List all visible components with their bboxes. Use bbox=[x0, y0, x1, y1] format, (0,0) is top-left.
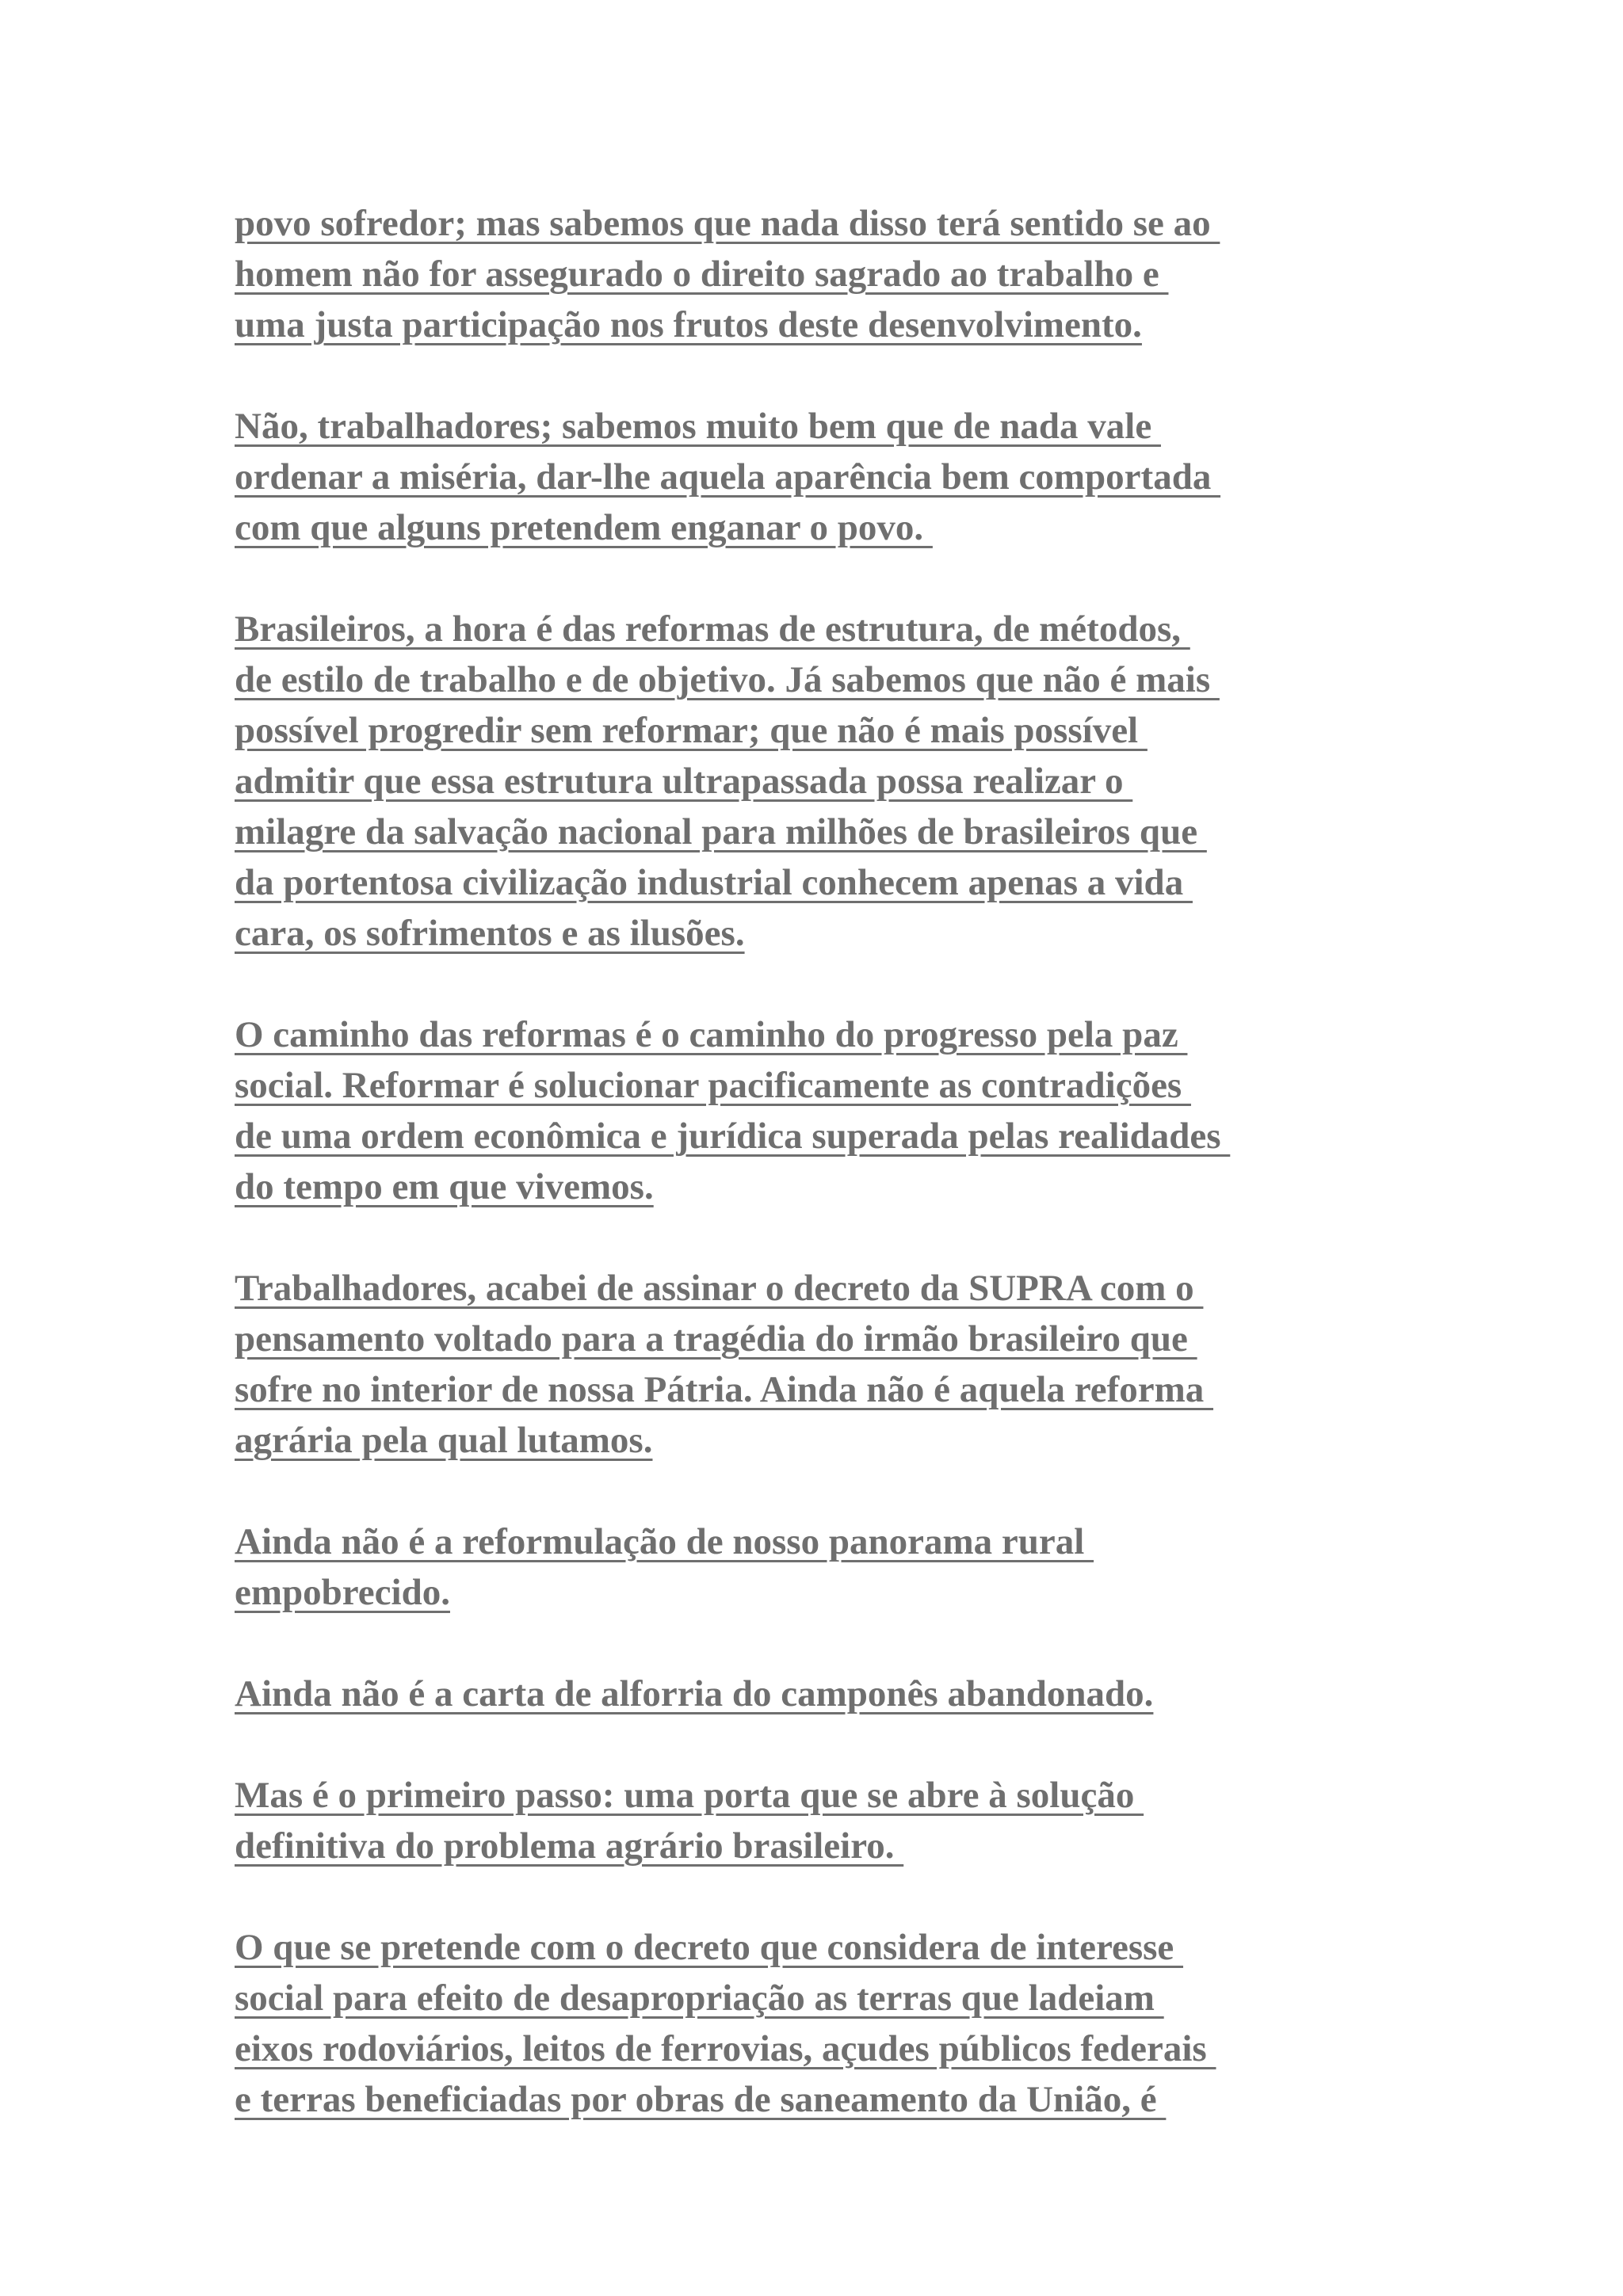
text-line: eixos rodoviários, leitos de ferrovias, açudes públicos federais bbox=[235, 2028, 1216, 2069]
text-line: agrária pela qual lutamos. bbox=[235, 1420, 653, 1461]
text-line: possível progredir sem reformar; que não é mais possível bbox=[235, 710, 1148, 751]
text-line: O caminho das reformas é o caminho do progresso pela paz bbox=[235, 1014, 1188, 1055]
text-line: empobrecido. bbox=[235, 1572, 450, 1613]
paragraph bbox=[235, 1770, 1423, 1871]
paragraph bbox=[235, 1669, 1423, 1719]
text-line: admitir que essa estrutura ultrapassada possa realizar o bbox=[235, 761, 1133, 802]
text-line: Ainda não é a carta de alforria do camponês abandonado. bbox=[235, 1673, 1154, 1714]
text-line: Brasileiros, a hora é das reformas de estrutura, de métodos, bbox=[235, 608, 1190, 650]
text-line: Não, trabalhadores; sabemos muito bem que de nada vale bbox=[235, 406, 1161, 447]
text-line: homem não for assegurado o direito sagrado ao trabalho e bbox=[235, 254, 1169, 295]
text-line: ordenar a miséria, dar-lhe aquela aparência bem comportada bbox=[235, 456, 1221, 498]
text-line: Mas é o primeiro passo: uma porta que se abre à solução bbox=[235, 1775, 1144, 1816]
text-line: da portentosa civilização industrial conhecem apenas a vida bbox=[235, 862, 1193, 903]
text-line: povo sofredor; mas sabemos que nada disso terá sentido se ao bbox=[235, 203, 1220, 244]
text-line: e terras beneficiadas por obras de saneamento da União, é bbox=[235, 2079, 1167, 2120]
text-line: uma justa participação nos frutos deste desenvolvimento. bbox=[235, 304, 1142, 345]
paragraph bbox=[235, 604, 1423, 959]
paragraph bbox=[235, 1516, 1423, 1618]
text-line: cara, os sofrimentos e as ilusões. bbox=[235, 913, 745, 954]
text-line: pensamento voltado para a tragédia do irmão brasileiro que bbox=[235, 1318, 1197, 1360]
paragraph bbox=[235, 1009, 1423, 1212]
text-line: sofre no interior de nossa Pátria. Ainda não é aquela reforma bbox=[235, 1369, 1214, 1410]
text-line: milagre da salvação nacional para milhões de brasileiros que bbox=[235, 811, 1207, 852]
text-line: social. Reformar é solucionar pacificamente as contradições bbox=[235, 1065, 1191, 1106]
text-line: social para efeito de desapropriação as terras que ladeiam bbox=[235, 1978, 1164, 2019]
text-line: Ainda não é a reformulação de nosso panorama rural bbox=[235, 1521, 1094, 1562]
text-line: Trabalhadores, acabei de assinar o decreto da SUPRA com o bbox=[235, 1268, 1204, 1309]
document-body bbox=[235, 198, 1423, 2176]
text-line: de uma ordem econômica e jurídica superada pelas realidades bbox=[235, 1116, 1231, 1157]
text-line: definitiva do problema agrário brasileiro. bbox=[235, 1825, 904, 1867]
paragraph bbox=[235, 401, 1423, 553]
text-line: do tempo em que vivemos. bbox=[235, 1166, 654, 1207]
text-line: de estilo de trabalho e de objetivo. Já sabemos que não é mais bbox=[235, 659, 1220, 700]
text-line: com que alguns pretendem enganar o povo. bbox=[235, 507, 933, 548]
paragraph bbox=[235, 198, 1423, 350]
paragraph bbox=[235, 1263, 1423, 1466]
text-line: O que se pretende com o decreto que considera de interesse bbox=[235, 1927, 1184, 1968]
paragraph bbox=[235, 1922, 1423, 2125]
